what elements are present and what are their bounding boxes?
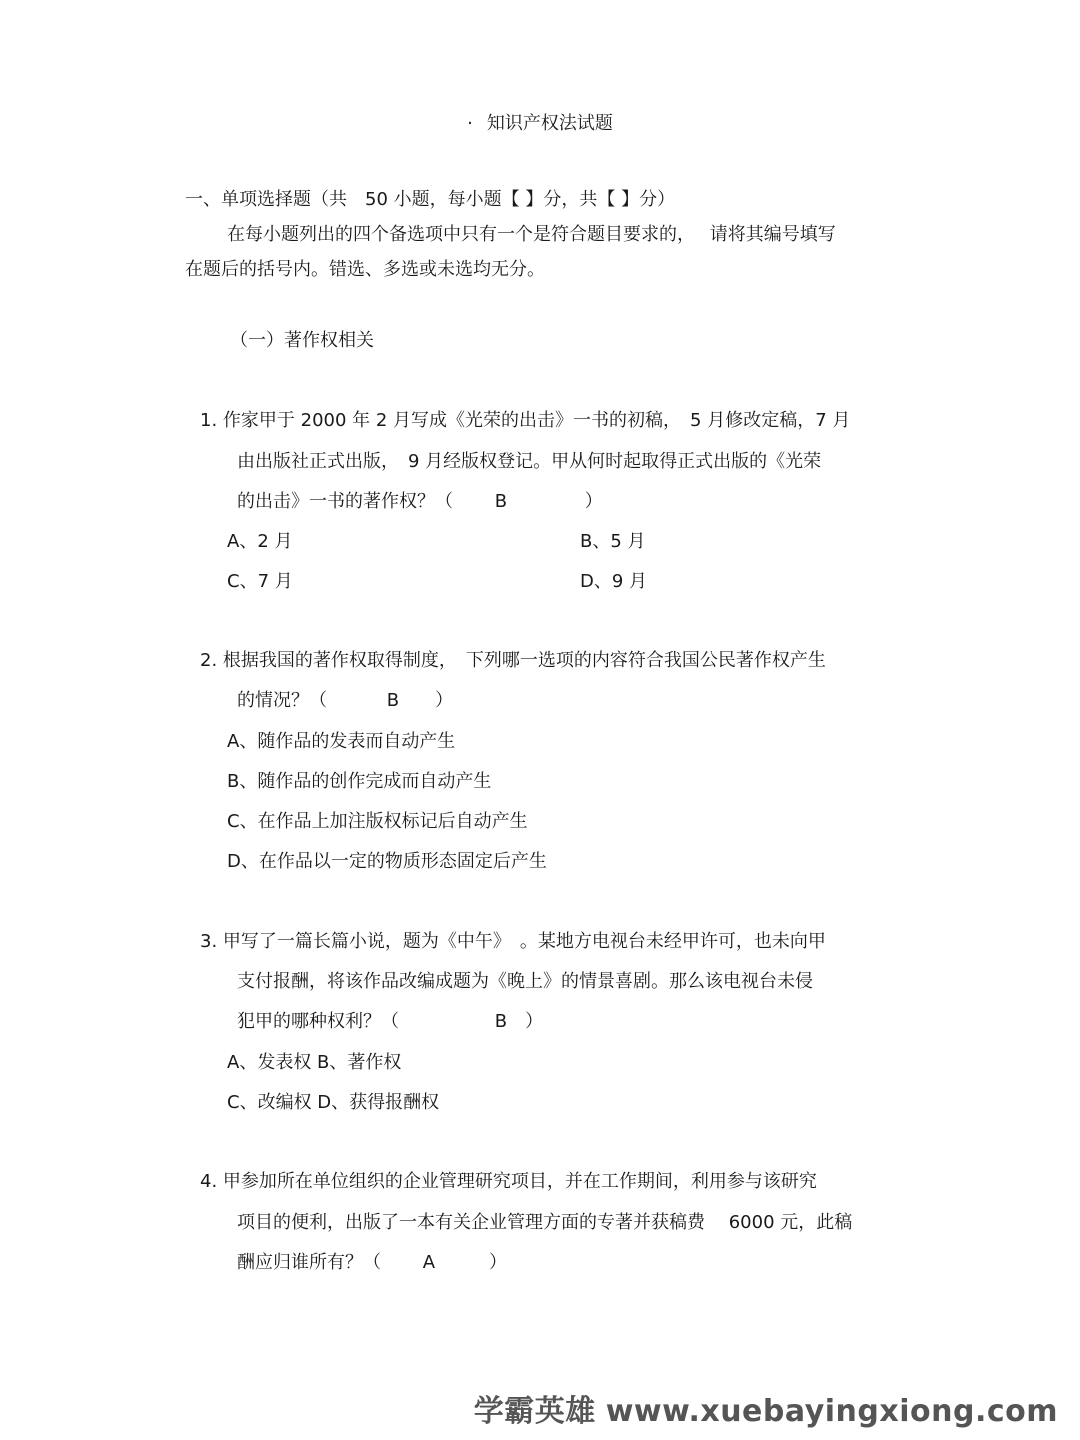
question-text-line: 的出击》一书的著作权？（ B ） — [237, 491, 603, 512]
title-dot: · — [467, 113, 473, 134]
subsection-heading: （一）著作权相关 — [230, 330, 374, 351]
option-b: B、5 月 — [580, 531, 646, 552]
title-text: 知识产权法试题 — [486, 113, 613, 134]
question-text-line: 3. 甲写了一篇长篇小说，题为《中午》 。某地方电视台未经甲许可，也未向甲 — [200, 931, 826, 952]
question-text-line: 4. 甲参加所在单位组织的企业管理研究项目，并在工作期间，利用参与该研究 — [200, 1171, 817, 1192]
watermark-url: www.xuebayingxiong.com — [605, 1394, 1058, 1429]
watermark-brand: 学霸英雄 — [473, 1394, 596, 1429]
question-text-line: 支付报酬，将该作品改编成题为《晚上》的情景喜剧。那么该电视台未侵 — [237, 971, 813, 992]
option-a: A、随作品的发表而自动产生 — [227, 731, 456, 752]
option-a-b: A、发表权 B、著作权 — [227, 1052, 402, 1073]
question-text-line: 项目的便利，出版了一本有关企业管理方面的专著并获稿费 6000 元，此稿 — [237, 1212, 853, 1233]
question-text-line: 1. 作家甲于 2000 年 2 月写成《光荣的出击》一书的初稿， 5 月修改定稿，7 月 — [200, 410, 851, 431]
option-c: C、7 月 — [227, 571, 293, 592]
watermark — [474, 1392, 1058, 1432]
option-d: D、在作品以一定的物质形态固定后产生 — [227, 851, 547, 872]
option-d: D、9 月 — [580, 571, 648, 592]
instruction-line-1: 在每小题列出的四个备选项中只有一个是符合题目要求的， 请将其编号填写 — [227, 224, 836, 245]
instruction-line-2: 在题后的括号内。错选、多选或未选均无分。 — [185, 259, 545, 280]
option-c: C、在作品上加注版权标记后自动产生 — [227, 811, 528, 832]
option-b: B、随作品的创作完成而自动产生 — [227, 771, 492, 792]
option-c-d: C、改编权 D、获得报酬权 — [227, 1092, 440, 1113]
question-text-line: 犯甲的哪种权利？（ B ） — [237, 1011, 544, 1032]
question-text-line: 的情况？（ B ） — [237, 690, 454, 711]
page-title — [0, 112, 1080, 136]
question-text-line: 2. 根据我国的著作权取得制度， 下列哪一选项的内容符合我国公民著作权产生 — [200, 650, 826, 671]
option-a: A、2 月 — [227, 531, 293, 552]
question-text-line: 由出版社正式出版， 9 月经版权登记。甲从何时起取得正式出版的《光荣 — [237, 451, 822, 472]
question-text-line: 酬应归谁所有？（ A ） — [237, 1252, 508, 1273]
section-heading: 一、单项选择题（共 50 小题，每小题【 】分，共【 】分） — [185, 189, 676, 210]
